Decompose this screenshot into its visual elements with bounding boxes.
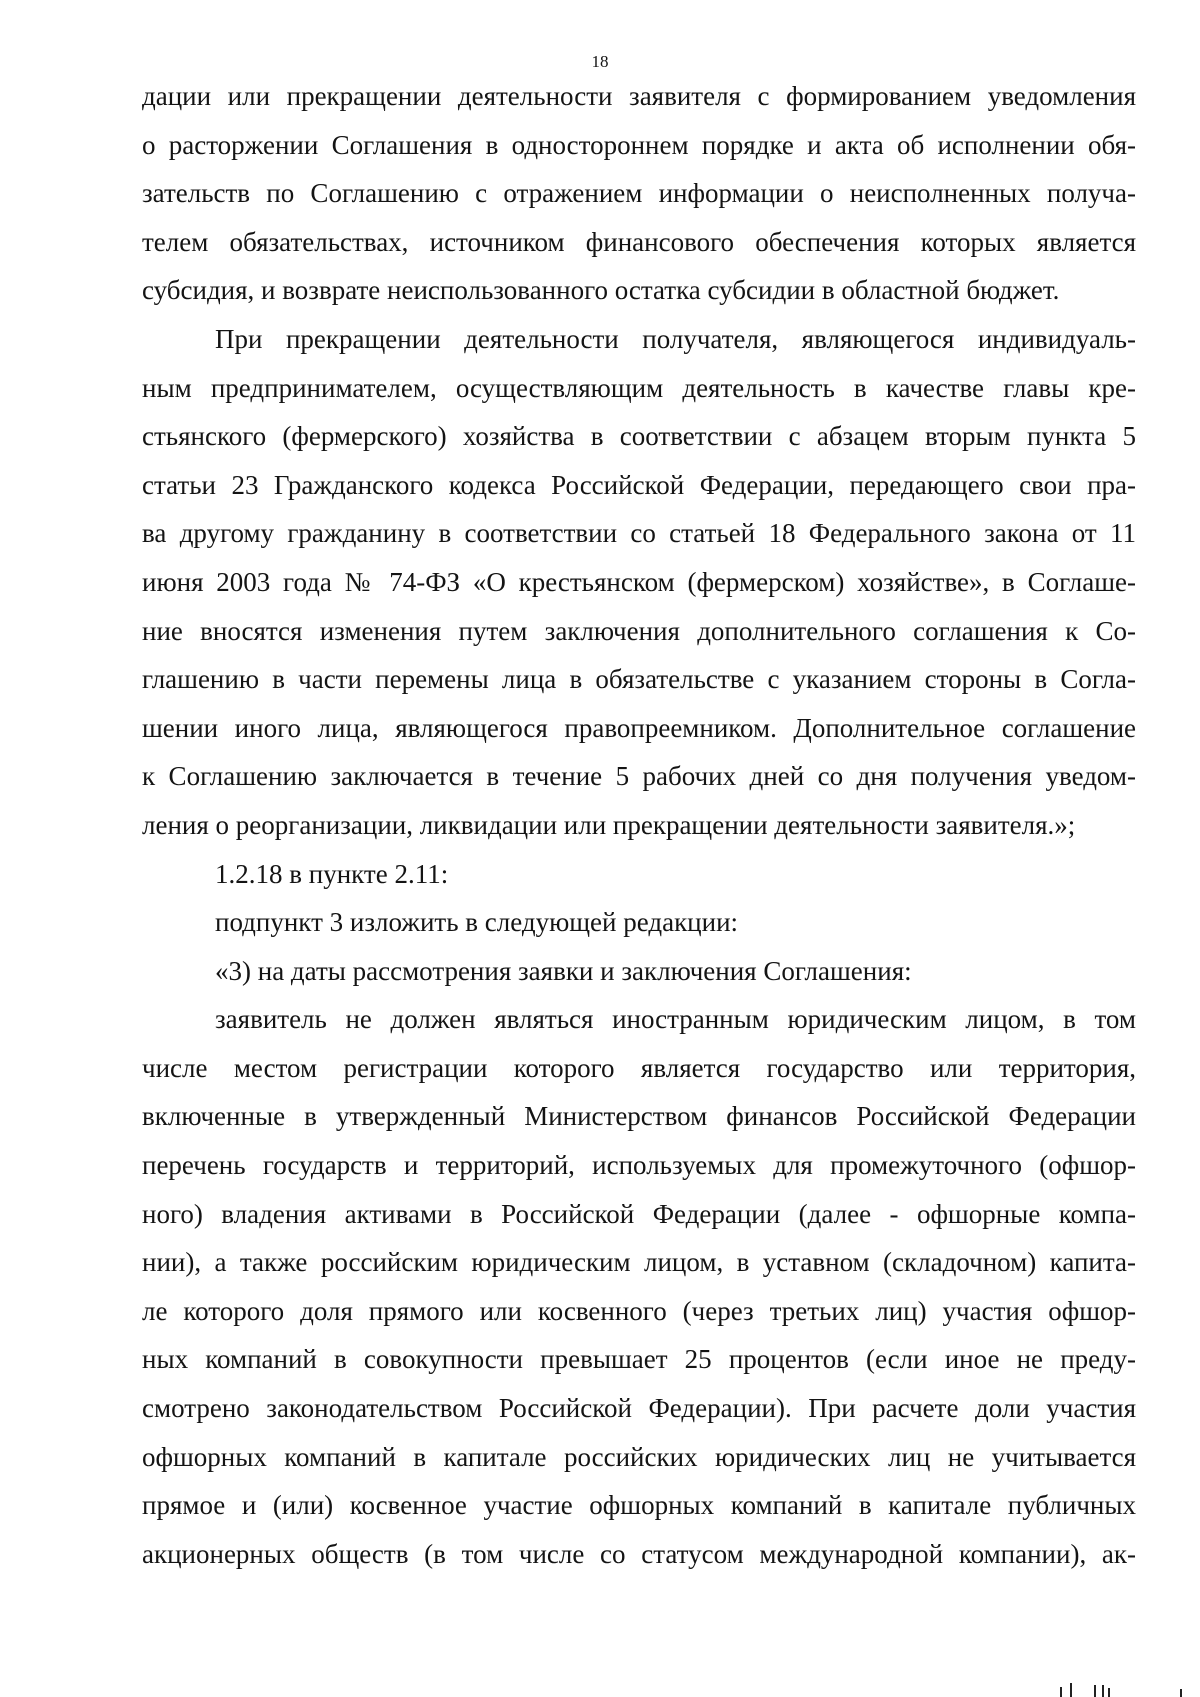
text-line: стьянского (фермерского) хозяйства в соответствии с абзацем вторым пункта 5 (142, 421, 1136, 452)
text-line: статьи 23 Гражданского кодекса Российской Федерации, передающего свои пра- (142, 469, 1136, 500)
text-line: перечень государств и территорий, используемых для промежуточного (офшор- (142, 1150, 1136, 1181)
text-line: глашению в части перемены лица в обязательстве с указанием стороны в Согла- (142, 664, 1136, 695)
text-line: о расторжении Соглашения в одностороннем порядке и акта об исполнении обя- (142, 129, 1136, 160)
text-line: нии), а также российским юридическим лицом, в уставном (складочном) капита- (142, 1247, 1136, 1278)
text-line: 1.2.18 в пункте 2.11: (215, 858, 449, 889)
text-line: субсидия, и возврате неиспользованного остатка субсидии в областной бюджет. (142, 275, 1060, 306)
text-line: числе местом регистрации которого является государство или территория, (142, 1052, 1136, 1083)
scan-artifact-marks (1040, 1680, 1190, 1697)
text-line: зательств по Соглашению с отражением информации о неисполненных получа- (142, 178, 1136, 209)
text-line: телем обязательствах, источником финансового обеспечения которых является (142, 226, 1136, 257)
text-line: ных компаний в совокупности превышает 25 процентов (если иное не преду- (142, 1344, 1136, 1375)
page-number: 18 (591, 52, 609, 71)
text-line: «3) на даты рассмотрения заявки и заключения Соглашения: (215, 955, 912, 986)
text-line: ным предпринимателем, осуществляющим деятельность в качестве главы кре- (142, 372, 1136, 403)
text-line: При прекращении деятельности получателя, являющегося индивидуаль- (215, 323, 1136, 354)
text-line: шении иного лица, являющегося правопреемником. Дополнительное соглашение (142, 712, 1136, 743)
text-line: заявитель не должен являться иностранным юридическим лицом, в том (215, 1004, 1136, 1035)
text-line: прямое и (или) косвенное участие офшорных компаний в капитале публичных (142, 1490, 1136, 1521)
text-line: смотрено законодательством Российской Федерации). При расчете доли участия (142, 1393, 1136, 1424)
text-line: ние вносятся изменения путем заключения дополнительного соглашения к Со- (142, 615, 1136, 646)
text-line: подпункт 3 изложить в следующей редакции: (215, 907, 739, 938)
text-line: ного) владения активами в Российской Федерации (далее - офшорные компа- (142, 1198, 1136, 1229)
text-line: ления о реорганизации, ликвидации или прекращении деятельности заявителя.»; (142, 809, 1076, 840)
text-line: акционерных обществ (в том числе со статусом международной компании), ак- (142, 1538, 1136, 1569)
text-line: ва другому гражданину в соответствии со статьей 18 Федерального закона от 11 (142, 518, 1136, 549)
text-line: офшорных компаний в капитале российских юридических лиц не учитывается (142, 1441, 1136, 1472)
text-line: июня 2003 года № 74-ФЗ «О крестьянском (фермерском) хозяйстве», в Соглаше- (142, 566, 1136, 597)
document-body (142, 72, 1136, 1578)
text-line: дации или прекращении деятельности заявителя с формированием уведомления (142, 81, 1136, 111)
text-line: включенные в утвержденный Министерством финансов Российской Федерации (142, 1101, 1136, 1132)
text-line: ле которого доля прямого или косвенного (через третьих лиц) участия офшор- (142, 1295, 1136, 1326)
text-line: к Соглашению заключается в течение 5 рабочих дней со дня получения уведом- (142, 761, 1136, 792)
